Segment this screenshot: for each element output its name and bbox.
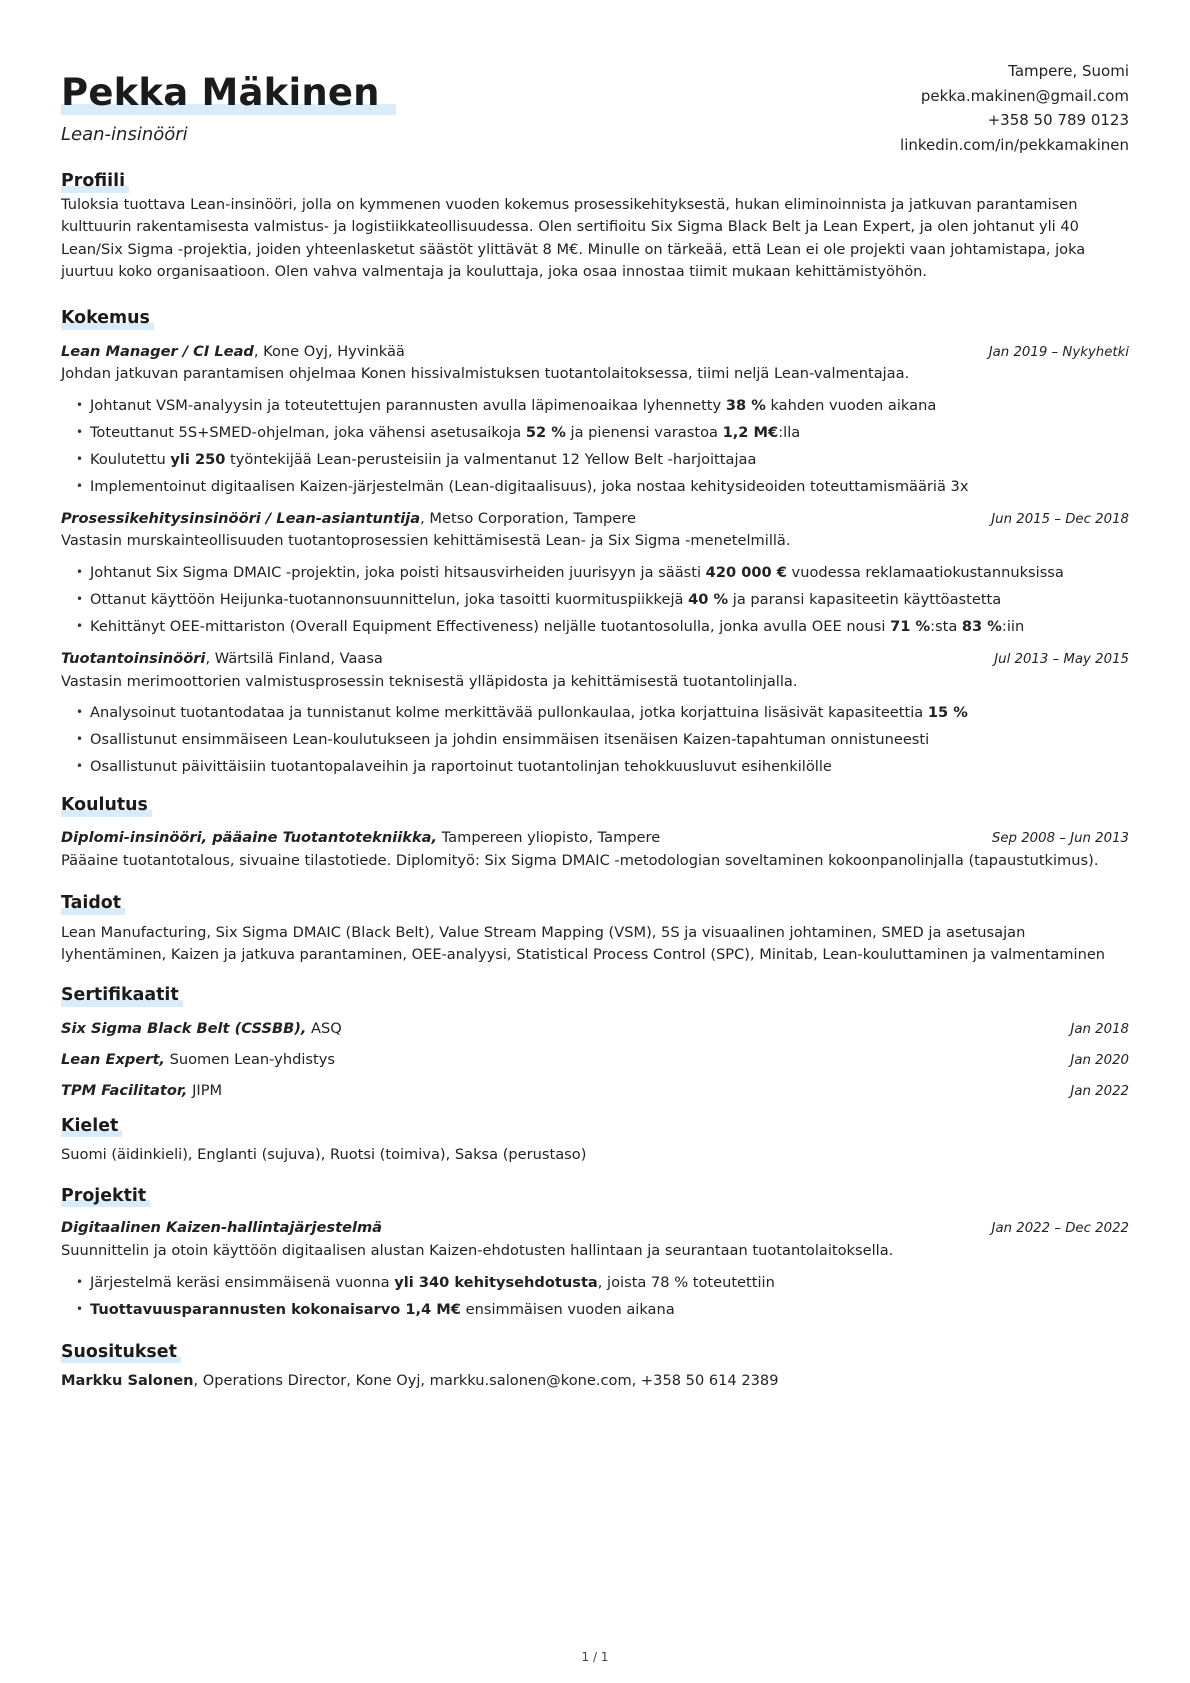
education-date: Sep 2008 – Jun 2013 bbox=[991, 830, 1129, 846]
resume-header bbox=[61, 0, 1129, 170]
bullet-text: Osallistunut päivittäisiin tuotantopalaveihin ja raportoinut tuotantolinjan tehokkuusluvut esihenkilölle bbox=[90, 758, 832, 776]
skills-section bbox=[61, 892, 1129, 967]
bullet-highlight: 420 000 € bbox=[705, 564, 787, 582]
certification-name: Six Sigma Black Belt (CSSBB), bbox=[61, 1019, 307, 1037]
email-link[interactable]: pekka.makinen@gmail.com bbox=[920, 86, 1129, 105]
profile-section bbox=[61, 170, 1129, 284]
bullet-item bbox=[76, 613, 1129, 640]
project-date: Jan 2022 – Dec 2022 bbox=[991, 1221, 1129, 1237]
skills-heading: Taidot bbox=[61, 892, 125, 915]
education-description: Pääaine tuotantotalous, sivuaine tilastotiede. Diplomityö: Six Sigma DMAIC -metodologian soveltaminen kokoonpanolinjalla (tapaustutkimus). bbox=[61, 851, 1099, 869]
project-entry-head bbox=[61, 1217, 1129, 1240]
references-heading: Suositukset bbox=[61, 1341, 181, 1364]
job-description: Johdan jatkuvan parantamisen ohjelmaa Konen hissivalmistuksen tuotantolaitoksessa, tiimi neljä Lean-valmentajaa. bbox=[61, 365, 910, 383]
job-bullets bbox=[61, 559, 1129, 640]
certifications-heading: Sertifikaatit bbox=[61, 984, 183, 1007]
languages-text: Suomi (äidinkieli), Englanti (sujuva), Ruotsi (toimiva), Saksa (perustaso) bbox=[61, 1146, 587, 1164]
bullet-highlight: 71 % bbox=[890, 618, 931, 636]
bullet-item bbox=[76, 726, 1129, 753]
project-description: Suunnittelin ja otoin käyttöön digitaalisen alustan Kaizen-ehdotusten hallintaan ja seurantaan tuotantolaitoksella. bbox=[61, 1242, 894, 1260]
job-date: Jul 2013 – May 2015 bbox=[994, 652, 1129, 668]
reference-details: , Operations Director, Kone Oyj, markku.salonen@kone.com, +358 50 614 2389 bbox=[193, 1372, 779, 1390]
job-description: Vastasin murskainteollisuuden tuotantoprosessien kehittämisestä Lean- ja Six Sigma -menetelmillä. bbox=[61, 532, 791, 550]
job-head bbox=[61, 341, 1129, 364]
bullet-item bbox=[76, 446, 1129, 473]
phone-text: +358 50 789 0123 bbox=[987, 111, 1129, 129]
bullet-text: :iin bbox=[1001, 618, 1025, 636]
references-section bbox=[61, 1341, 1129, 1393]
job-title: Lean-insinööri bbox=[61, 124, 188, 145]
bullet-text: Ottanut käyttöön Heijunka-tuotannonsuunnittelun, joka tasoitti kuormituspiikkejä bbox=[90, 591, 689, 609]
bullet-text: vuodessa reklamaatiokustannuksissa bbox=[786, 564, 1064, 582]
bullet-text: :sta bbox=[930, 618, 962, 636]
certification-issuer: JIPM bbox=[187, 1081, 223, 1099]
certification-date: Jan 2020 bbox=[1070, 1052, 1129, 1068]
linkedin-link[interactable]: linkedin.com/in/pekkamakinen bbox=[900, 135, 1129, 154]
bullet-item bbox=[76, 1296, 1129, 1323]
bullet-text: Kehittänyt OEE-mittariston (Overall Equipment Effectiveness) neljälle tuotantosolulla, jonka avulla OEE nousi bbox=[90, 618, 891, 636]
bullet-text: työntekijää Lean-perusteisiin ja valmentanut 12 Yellow Belt -harjoittajaa bbox=[225, 450, 757, 468]
bullet-text: kahden vuoden aikana bbox=[765, 396, 937, 414]
contact-info bbox=[900, 59, 1129, 157]
bullet-highlight: 40 % bbox=[688, 591, 729, 609]
bullet-text: ja pienensi varastoa bbox=[565, 423, 723, 441]
bullet-item bbox=[76, 419, 1129, 446]
profile-text: Tuloksia tuottava Lean-insinööri, jolla on kymmenen vuoden kokemus prosessikehityksestä, hukan eliminoinnista ja jatkuvan parantamisen kulttuurin rakentamisesta valmistus- ja logistiikkateollisuudessa. Olen sertifioitu Six Sigma Black Belt ja Lean Expert, ja olen johtanut yli 40 Lean/Six Sigma -projektia, joiden yhteenlasketut säästöt ylittävät 8 M€. Minulle on tärkeää, että Lean ei ole projekti vaan johtamistapa, joka juurtuu koko organisaatioon. Olen vahva valmentaja ja kouluttaja, joka osaa innostaa tiimit mukaan kehittämistyöhön. bbox=[61, 195, 1086, 281]
certification-name: TPM Facilitator, bbox=[61, 1081, 188, 1099]
bullet-item bbox=[76, 1269, 1129, 1296]
bullet-highlight: yli 250 bbox=[170, 450, 226, 468]
certification-item bbox=[61, 1076, 1129, 1107]
certification-date: Jan 2018 bbox=[1070, 1021, 1129, 1037]
reference-entry bbox=[61, 1370, 1129, 1393]
job-head bbox=[61, 508, 1129, 531]
page-number: 1 / 1 bbox=[581, 1650, 609, 1664]
bullet-text: Koulutettu bbox=[90, 450, 171, 468]
bullet-highlight: 52 % bbox=[525, 423, 566, 441]
job-bullets bbox=[61, 699, 1129, 780]
bullet-highlight: Tuottavuusparannusten kokonaisarvo 1,4 M€ bbox=[90, 1300, 461, 1318]
job-company: , Metso Corporation, Tampere bbox=[420, 509, 636, 527]
job-description: Vastasin merimoottorien valmistusprosessin teknisestä ylläpidosta ja kehittämisestä tuotantolinjalla. bbox=[61, 672, 798, 690]
project-bullets bbox=[61, 1269, 1129, 1323]
bullet-text: Analysoinut tuotantodataa ja tunnistanut kolme merkittävää pullonkaulaa, jotka korjattuina lisäsivät kapasiteettia bbox=[90, 704, 928, 722]
certification-date: Jan 2022 bbox=[1070, 1083, 1129, 1099]
job-bullets bbox=[61, 392, 1129, 500]
languages-section bbox=[61, 1115, 1129, 1167]
profile-heading: Profiili bbox=[61, 170, 129, 193]
job-company: , Kone Oyj, Hyvinkää bbox=[253, 342, 405, 360]
bullet-text: ja paransi kapasiteetin käyttöastetta bbox=[728, 591, 1002, 609]
bullet-text: , joista 78 % toteutettiin bbox=[597, 1273, 775, 1291]
education-entry-head bbox=[61, 827, 1129, 850]
bullet-text: Osallistunut ensimmäiseen Lean-koulutukseen ja johdin ensimmäisen itsenäisen Kaizen-tapahtuman onnistuneesti bbox=[90, 731, 930, 749]
job-company: , Wärtsilä Finland, Vaasa bbox=[205, 650, 383, 668]
job-entry bbox=[61, 508, 1129, 640]
job-role: Tuotantoinsinööri bbox=[61, 650, 206, 668]
job-role: Prosessikehitysinsinööri / Lean-asiantuntija bbox=[61, 509, 421, 527]
languages-heading: Kielet bbox=[61, 1115, 122, 1138]
bullet-item bbox=[76, 559, 1129, 586]
job-entry bbox=[61, 341, 1129, 500]
certifications-list bbox=[61, 1014, 1129, 1107]
projects-section bbox=[61, 1185, 1129, 1323]
bullet-text: Järjestelmä keräsi ensimmäisenä vuonna bbox=[90, 1273, 395, 1291]
projects-heading: Projektit bbox=[61, 1185, 150, 1208]
experience-list bbox=[61, 341, 1129, 781]
bullet-highlight: 15 % bbox=[927, 704, 968, 722]
bullet-item bbox=[76, 473, 1129, 500]
experience-heading: Kokemus bbox=[61, 307, 154, 330]
bullet-highlight: 38 % bbox=[725, 396, 766, 414]
bullet-item bbox=[76, 586, 1129, 613]
bullet-item bbox=[76, 392, 1129, 419]
education-section bbox=[61, 794, 1129, 872]
experience-section bbox=[61, 307, 1129, 780]
bullet-text: Implementoinut digitaalisen Kaizen-järjestelmän (Lean-digitaalisuus), joka nostaa kehitysideoiden toteuttamismääriä 3x bbox=[90, 477, 969, 495]
certification-item bbox=[61, 1045, 1129, 1076]
bullet-text: Toteuttanut 5S+SMED-ohjelman, joka vähensi asetusaikoja bbox=[90, 423, 526, 441]
certification-item bbox=[61, 1014, 1129, 1045]
bullet-text: :lla bbox=[778, 423, 801, 441]
job-date: Jan 2019 – Nykyhetki bbox=[988, 344, 1129, 360]
certification-issuer: ASQ bbox=[306, 1019, 342, 1037]
education-heading: Koulutus bbox=[61, 794, 152, 817]
person-name: Pekka Mäkinen bbox=[61, 71, 396, 115]
certification-name: Lean Expert, bbox=[61, 1050, 165, 1068]
bullet-item bbox=[76, 753, 1129, 780]
bullet-highlight: 1,2 M€ bbox=[722, 423, 779, 441]
certification-issuer: Suomen Lean-yhdistys bbox=[164, 1050, 335, 1068]
job-date: Jun 2015 – Dec 2018 bbox=[991, 511, 1129, 527]
location-text: Tampere, Suomi bbox=[1008, 62, 1129, 80]
bullet-text: Johtanut VSM-analyysin ja toteutettujen parannusten avulla läpimenoaikaa lyhennetty bbox=[90, 396, 726, 414]
certifications-section bbox=[61, 984, 1129, 1107]
bullet-highlight: yli 340 kehitysehdotusta bbox=[394, 1273, 598, 1291]
job-entry bbox=[61, 648, 1129, 780]
bullet-highlight: 83 % bbox=[961, 618, 1002, 636]
skills-text: Lean Manufacturing, Six Sigma DMAIC (Black Belt), Value Stream Mapping (VSM), 5S ja visuaalinen johtaminen, SMED ja asetusajan lyhentäminen, Kaizen ja jatkuva parantaminen, OEE-analyysi, Statistical Process Control (SPC), Minitab, Lean-kouluttaminen ja valmentaminen bbox=[61, 923, 1106, 964]
degree-title: Diplomi-insinööri, pääaine Tuotantotekniikka, bbox=[61, 828, 438, 846]
bullet-text: ensimmäisen vuoden aikana bbox=[460, 1300, 675, 1318]
job-head bbox=[61, 648, 1129, 671]
reference-name: Markku Salonen bbox=[61, 1372, 194, 1390]
job-role: Lean Manager / CI Lead bbox=[61, 342, 254, 360]
bullet-text: Johtanut Six Sigma DMAIC -projektin, joka poisti hitsausvirheiden juurisyyn ja säästi bbox=[90, 564, 706, 582]
school-name: Tampereen yliopisto, Tampere bbox=[437, 828, 661, 846]
project-name: Digitaalinen Kaizen-hallintajärjestelmä bbox=[61, 1219, 383, 1237]
bullet-item bbox=[76, 699, 1129, 726]
